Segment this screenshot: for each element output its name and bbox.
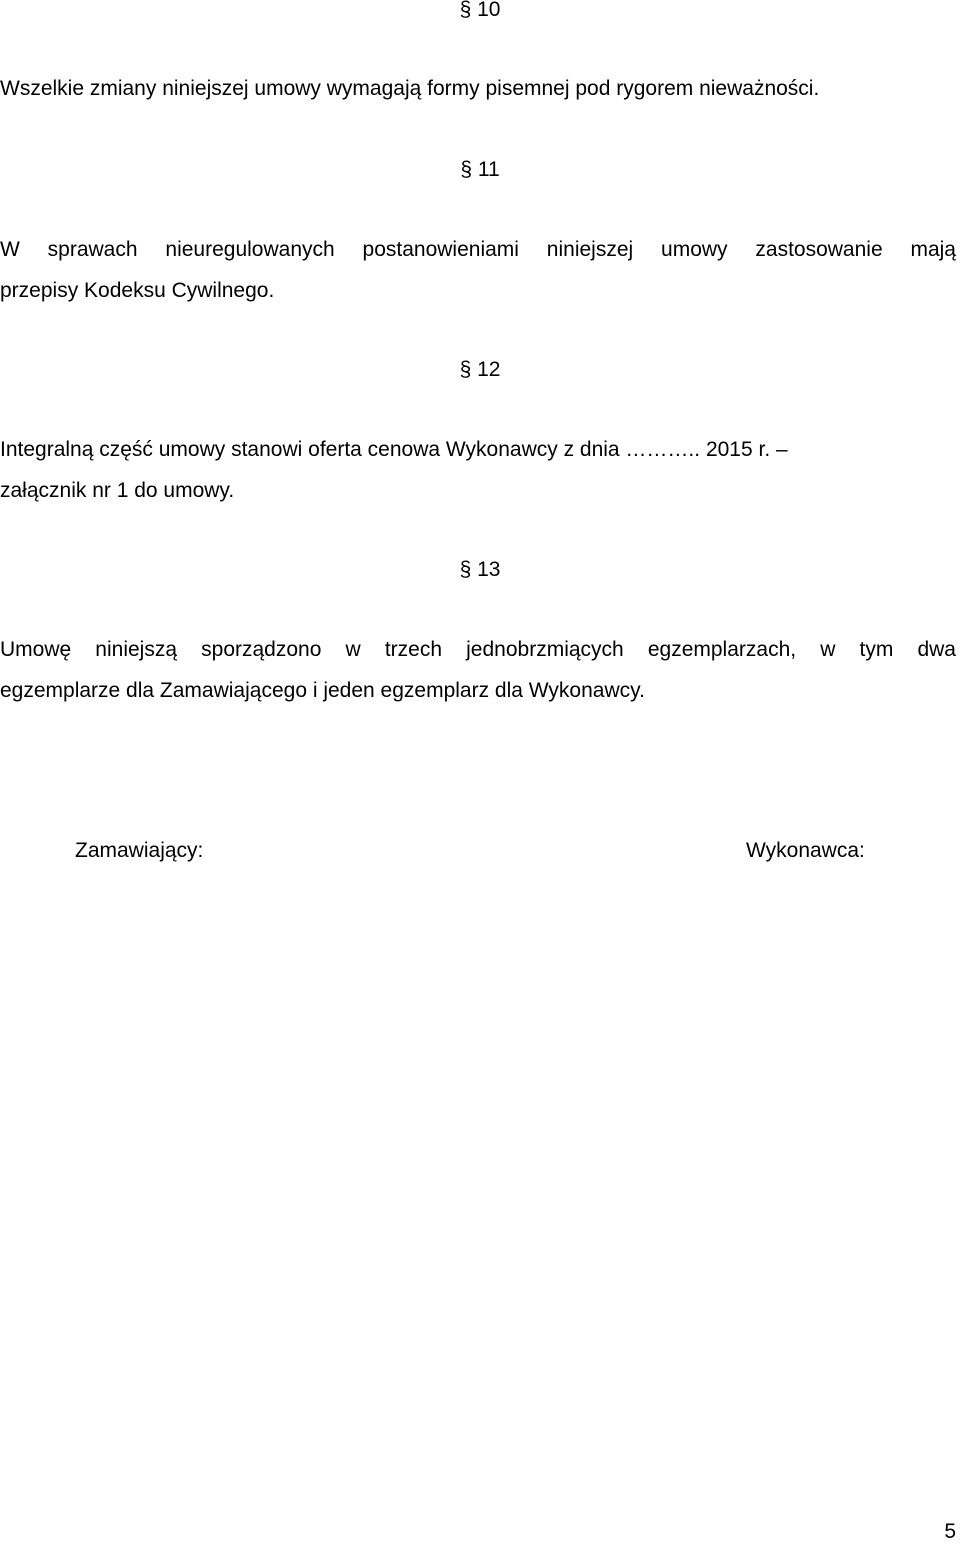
signature-label-contractor: Wykonawca: (746, 839, 865, 862)
section-12-paragraph (0, 429, 956, 511)
section-heading-11: § 11 (460, 158, 500, 181)
paragraph-line: egzemplarze dla Zamawiającego i jeden egzemplarz dla Wykonawcy. (0, 679, 645, 702)
page-number: 5 (944, 1520, 956, 1543)
section-10-paragraph (0, 68, 956, 109)
paragraph-line: przepisy Kodeksu Cywilnego. (0, 279, 275, 302)
paragraph-line: Umowę niniejszą sporządzono w trzech jednobrzmiących egzemplarzach, w tym dwa (0, 638, 956, 661)
signature-label-contracting-authority: Zamawiający: (75, 839, 204, 862)
paragraph-line: załącznik nr 1 do umowy. (0, 479, 235, 502)
paragraph-line: Integralną część umowy stanowi oferta cenowa Wykonawcy z dnia ……….. 2015 r. – (0, 438, 788, 461)
paragraph-line: W sprawach nieuregulowanych postanowieniami niniejszej umowy zastosowanie mają (0, 238, 956, 261)
section-heading-12: § 12 (459, 358, 501, 381)
section-13-paragraph (0, 629, 956, 711)
section-heading-10: § 10 (459, 0, 501, 21)
section-11-paragraph (0, 229, 956, 311)
section-heading-13: § 13 (459, 558, 501, 581)
paragraph-line: Wszelkie zmiany niniejszej umowy wymagają formy pisemnej pod rygorem nieważności. (0, 77, 820, 100)
